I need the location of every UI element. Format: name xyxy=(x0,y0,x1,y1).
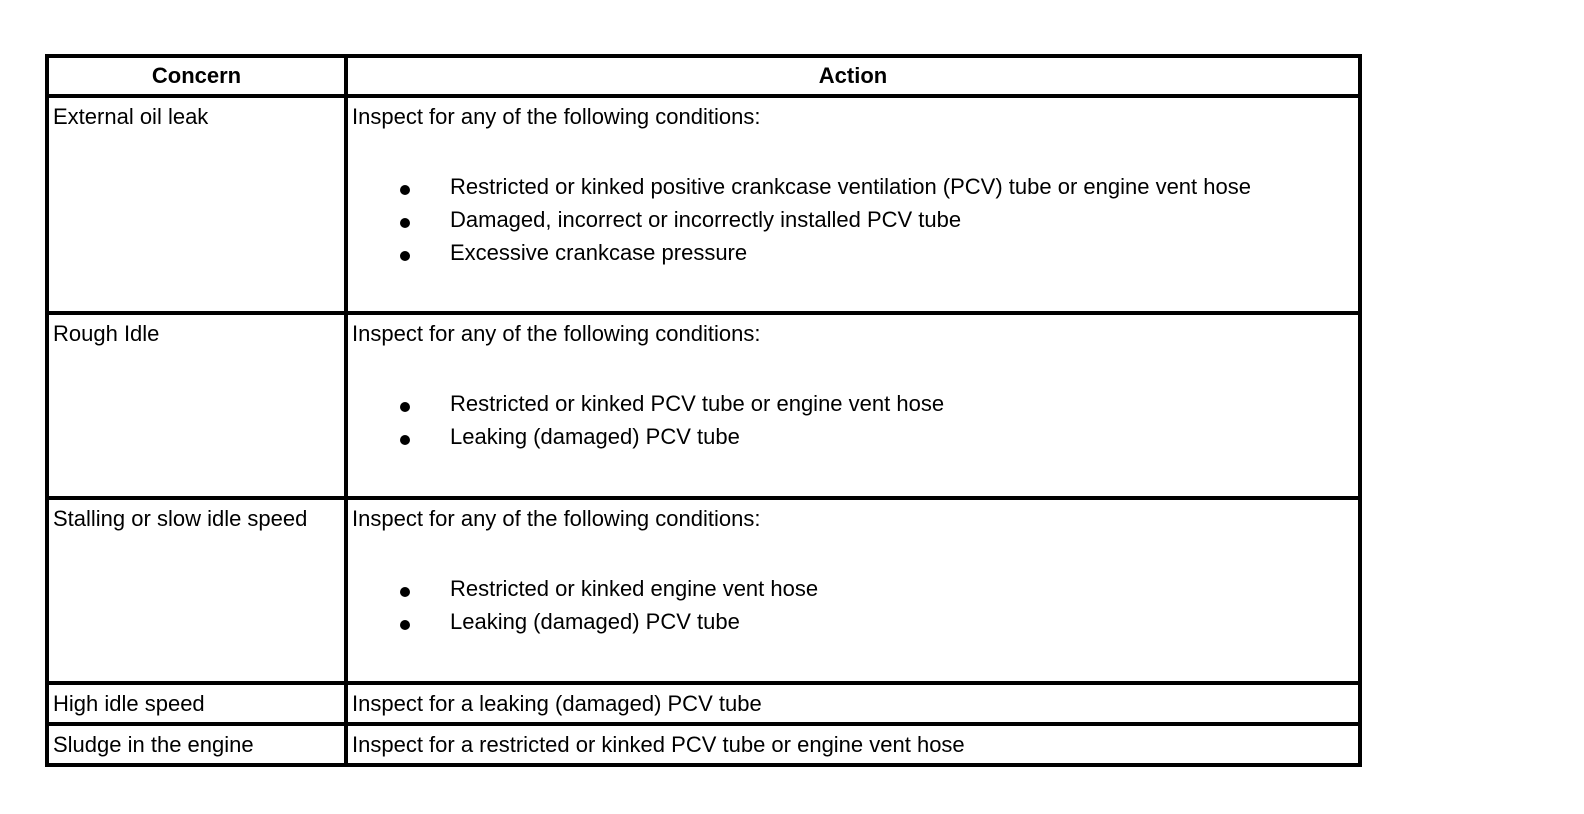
condition-item xyxy=(352,575,1355,608)
condition-text: Excessive crankcase pressure xyxy=(450,240,748,265)
condition-item xyxy=(352,423,1355,456)
condition-text: Damaged, incorrect or incorrectly installed PCV tube xyxy=(450,207,962,232)
condition-item xyxy=(352,173,1355,206)
action-cell: Inspect for a leaking (damaged) PCV tube xyxy=(346,683,1360,724)
table-row xyxy=(47,724,1360,765)
condition-text: Restricted or kinked engine vent hose xyxy=(450,576,819,601)
conditions-list xyxy=(352,390,1355,456)
bullet-icon xyxy=(400,218,410,228)
action-cell xyxy=(346,96,1360,313)
action-column-header: Action xyxy=(346,56,1360,96)
condition-item xyxy=(352,239,1355,272)
bullet-icon xyxy=(400,402,410,412)
condition-item xyxy=(352,206,1355,239)
table-header-row xyxy=(47,56,1360,96)
action-cell: Inspect for a restricted or kinked PCV tube or engine vent hose xyxy=(346,724,1360,765)
bullet-icon xyxy=(400,587,410,597)
action-intro: Inspect for any of the following conditions: xyxy=(352,104,761,129)
condition-text: Leaking (damaged) PCV tube xyxy=(450,424,740,449)
condition-item xyxy=(352,608,1355,641)
bullet-icon xyxy=(400,620,410,630)
action-intro: Inspect for any of the following conditions: xyxy=(352,321,761,346)
table-row xyxy=(47,96,1360,313)
concern-cell: Stalling or slow idle speed xyxy=(47,498,346,683)
table-row xyxy=(47,498,1360,683)
bullet-icon xyxy=(400,251,410,261)
condition-text: Restricted or kinked PCV tube or engine vent hose xyxy=(450,391,945,416)
action-cell xyxy=(346,313,1360,498)
diagnosis-table xyxy=(45,54,1362,767)
concern-cell: Rough Idle xyxy=(47,313,346,498)
concern-column-header: Concern xyxy=(47,56,346,96)
table-row xyxy=(47,683,1360,724)
table-row xyxy=(47,313,1360,498)
action-cell xyxy=(346,498,1360,683)
concern-cell: External oil leak xyxy=(47,96,346,313)
condition-item xyxy=(352,390,1355,423)
conditions-list xyxy=(352,575,1355,641)
bullet-icon xyxy=(400,435,410,445)
conditions-list xyxy=(352,173,1355,272)
condition-text: Restricted or kinked positive crankcase ventilation (PCV) tube or engine vent hose xyxy=(450,174,1251,199)
condition-text: Leaking (damaged) PCV tube xyxy=(450,609,740,634)
concern-cell: Sludge in the engine xyxy=(47,724,346,765)
concern-cell: High idle speed xyxy=(47,683,346,724)
action-intro: Inspect for any of the following conditions: xyxy=(352,506,761,531)
bullet-icon xyxy=(400,185,410,195)
